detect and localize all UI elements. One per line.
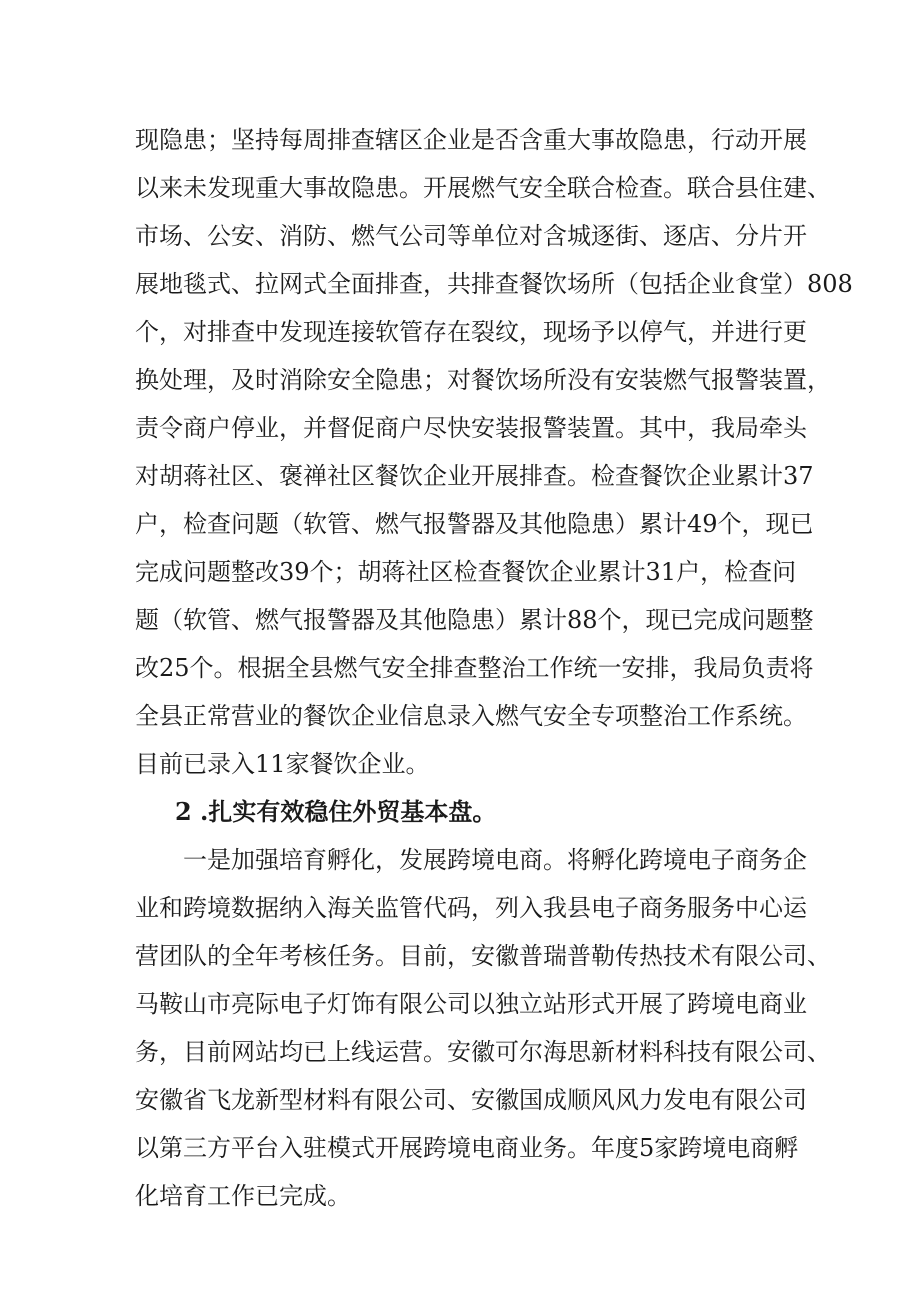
paragraph-line: 以第三方平台入驻模式开展跨境电商业务。年度5家跨境电商孵 — [135, 1134, 799, 1162]
paragraph-line: 责令商户停业，并督促商户尽快安装报警装置。其中，我局牵头 — [135, 414, 807, 442]
paragraph-line: 一是加强培育孵化，发展跨境电商。将孵化跨境电子商务企 — [183, 846, 807, 874]
paragraph-line: 安徽省飞龙新型材料有限公司、安徽国成顺风风力发电有限公司 — [135, 1086, 807, 1114]
paragraph-line: 以来未发现重大事故隐患。开展燃气安全联合检查。联合县住建、 — [135, 174, 831, 202]
paragraph-line: 户，检查问题（软管、燃气报警器及其他隐患）累计49个，现已 — [135, 510, 814, 538]
paragraph-line: 题（软管、燃气报警器及其他隐患）累计88个，现已完成问题整 — [135, 606, 814, 634]
paragraph-line: 改25个。根据全县燃气安全排查整治工作统一安排，我局负责将 — [135, 654, 814, 682]
paragraph-line: 业和跨境数据纳入海关监管代码，列入我县电子商务服务中心运 — [135, 894, 807, 922]
paragraph-line: 现隐患；坚持每周排查辖区企业是否含重大事故隐患，行动开展 — [135, 126, 807, 154]
paragraph-line: 马鞍山市亮际电子灯饰有限公司以独立站形式开展了跨境电商业 — [135, 990, 807, 1018]
paragraph-line: 营团队的全年考核任务。目前，安徽普瑞普勒传热技术有限公司、 — [135, 942, 831, 970]
paragraph-line: 全县正常营业的餐饮企业信息录入燃气安全专项整治工作系统。 — [135, 702, 807, 730]
paragraph-line: 务，目前网站均已上线运营。安徽可尔海思新材料科技有限公司、 — [135, 1038, 831, 1066]
paragraph-line: 化培育工作已完成。 — [135, 1182, 351, 1210]
paragraph-line: 换处理，及时消除安全隐患；对餐饮场所没有安装燃气报警装置， — [135, 366, 831, 394]
paragraph-line: 目前已录入11家餐饮企业。 — [135, 750, 430, 778]
paragraph-line: 对胡蒋社区、褒禅社区餐饮企业开展排查。检查餐饮企业累计37 — [135, 462, 814, 490]
paragraph-line: 市场、公安、消防、燃气公司等单位对含城逐街、逐店、分片开 — [135, 222, 807, 250]
paragraph-line: 展地毯式、拉网式全面排查，共排查餐饮场所（包括企业食堂）808 — [135, 270, 853, 298]
paragraph-line: 个，对排查中发现连接软管存在裂纹，现场予以停气，并进行更 — [135, 318, 807, 346]
section-heading: 2 .扎实有效稳住外贸基本盘。 — [175, 797, 497, 826]
paragraph-line: 完成问题整改39个；胡蒋社区检查餐饮企业累计31户，检查问 — [135, 558, 797, 586]
